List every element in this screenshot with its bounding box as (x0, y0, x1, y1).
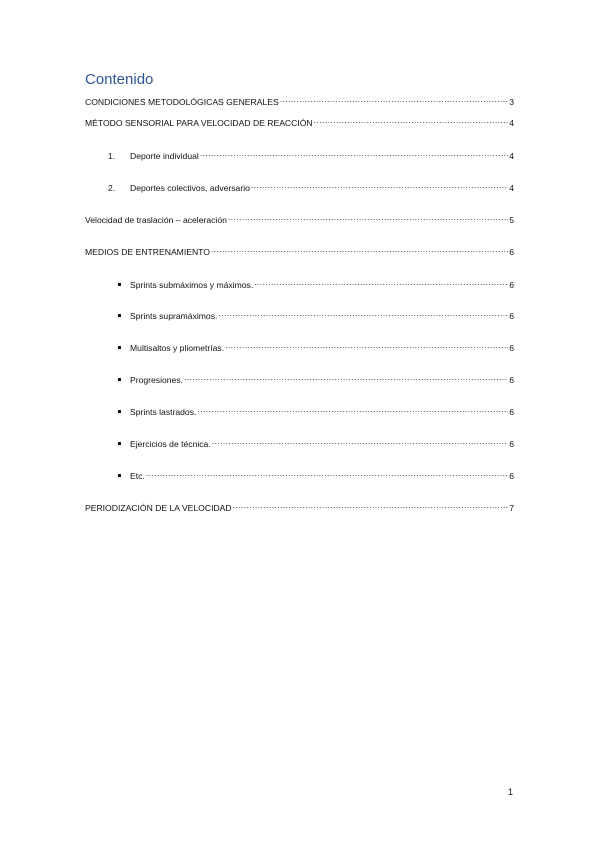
toc-entry-sprints-lastrados[interactable] (118, 404, 514, 418)
toc-entry-label: Velocidad de traslación – aceleración (85, 215, 227, 225)
toc-entry-deportes-colectivos[interactable] (108, 180, 514, 194)
toc-entry-label: Sprints lastrados. (130, 407, 197, 417)
toc-entry-sprints-supramaximos[interactable] (118, 308, 514, 322)
dot-leader (280, 94, 509, 105)
dot-leader (218, 308, 508, 319)
toc-entry-medios-entrenamiento[interactable] (85, 244, 514, 258)
toc-entry-label: MÉTODO SENSORIAL PARA VELOCIDAD DE REACCIÓN (85, 118, 313, 128)
toc-entry-page: 7 (509, 503, 514, 513)
toc-entry-label: Sprints submáximos y máximos. (130, 280, 254, 290)
toc-entry-deporte-individual[interactable] (108, 148, 514, 162)
dot-leader (251, 180, 508, 191)
toc-entry-label: CONDICIONES METODOLÓGICAS GENERALES (85, 97, 279, 107)
toc-entry-metodo-sensorial[interactable] (85, 115, 514, 129)
toc-entry-velocidad-traslacion[interactable] (85, 212, 514, 226)
toc-entry-page: 6 (509, 311, 514, 321)
dot-leader (254, 277, 508, 288)
dot-leader (197, 404, 508, 415)
toc-entry-label: PERIODIZACIÓN DE LA VELOCIDAD (85, 503, 232, 513)
toc-entry-page: 6 (509, 343, 514, 353)
toc-entry-page: 4 (509, 151, 514, 161)
toc-entry-page: 5 (509, 215, 514, 225)
toc-entry-progresiones[interactable] (118, 372, 514, 386)
toc-entry-page: 6 (509, 407, 514, 417)
toc-entry-page: 3 (509, 97, 514, 107)
toc-entry-page: 6 (509, 375, 514, 385)
toc-entry-multisaltos[interactable] (118, 340, 514, 354)
dot-leader (212, 436, 508, 447)
page-number: 1 (508, 787, 514, 797)
toc-entry-label: MEDIOS DE ENTRENAMIENTO (85, 247, 210, 257)
dot-leader (228, 212, 508, 223)
toc-entry-label: Sprints supramáximos. (130, 311, 218, 321)
dot-leader (225, 340, 508, 351)
toc-entry-label: Etc. (130, 471, 145, 481)
dot-leader (314, 115, 509, 126)
toc-entry-label: Deporte individual (130, 151, 199, 161)
toc-entry-page: 6 (509, 471, 514, 481)
toc-entry-label: Deportes colectivos, adversario (130, 183, 250, 193)
toc-entry-label: Ejercicios de técnica. (130, 439, 211, 449)
dot-leader (211, 244, 508, 255)
dot-leader (184, 372, 508, 383)
toc-entry-periodizacion[interactable] (85, 500, 514, 514)
toc-entry-number: 2. (108, 183, 116, 193)
toc-entry-label: Multisaltos y pliometrías. (130, 343, 225, 353)
toc-entry-page: 4 (509, 183, 514, 193)
toc-entry-etc[interactable] (118, 468, 514, 482)
toc-entry-ejercicios-tecnica[interactable] (118, 436, 514, 450)
toc-entry-sprints-submaximos[interactable] (118, 277, 514, 291)
toc-title: Contenido (85, 71, 154, 88)
dot-leader (146, 468, 508, 479)
toc-entry-page: 6 (509, 280, 514, 290)
toc-entry-page: 6 (509, 247, 514, 257)
toc-entry-page: 4 (509, 118, 514, 128)
toc-entry-label: Progresiones. (130, 375, 184, 385)
dot-leader (233, 500, 509, 511)
dot-leader (200, 148, 508, 159)
toc-entry-number: 1. (108, 151, 116, 161)
toc-entry-condiciones[interactable] (85, 94, 514, 108)
toc-entry-page: 6 (509, 439, 514, 449)
